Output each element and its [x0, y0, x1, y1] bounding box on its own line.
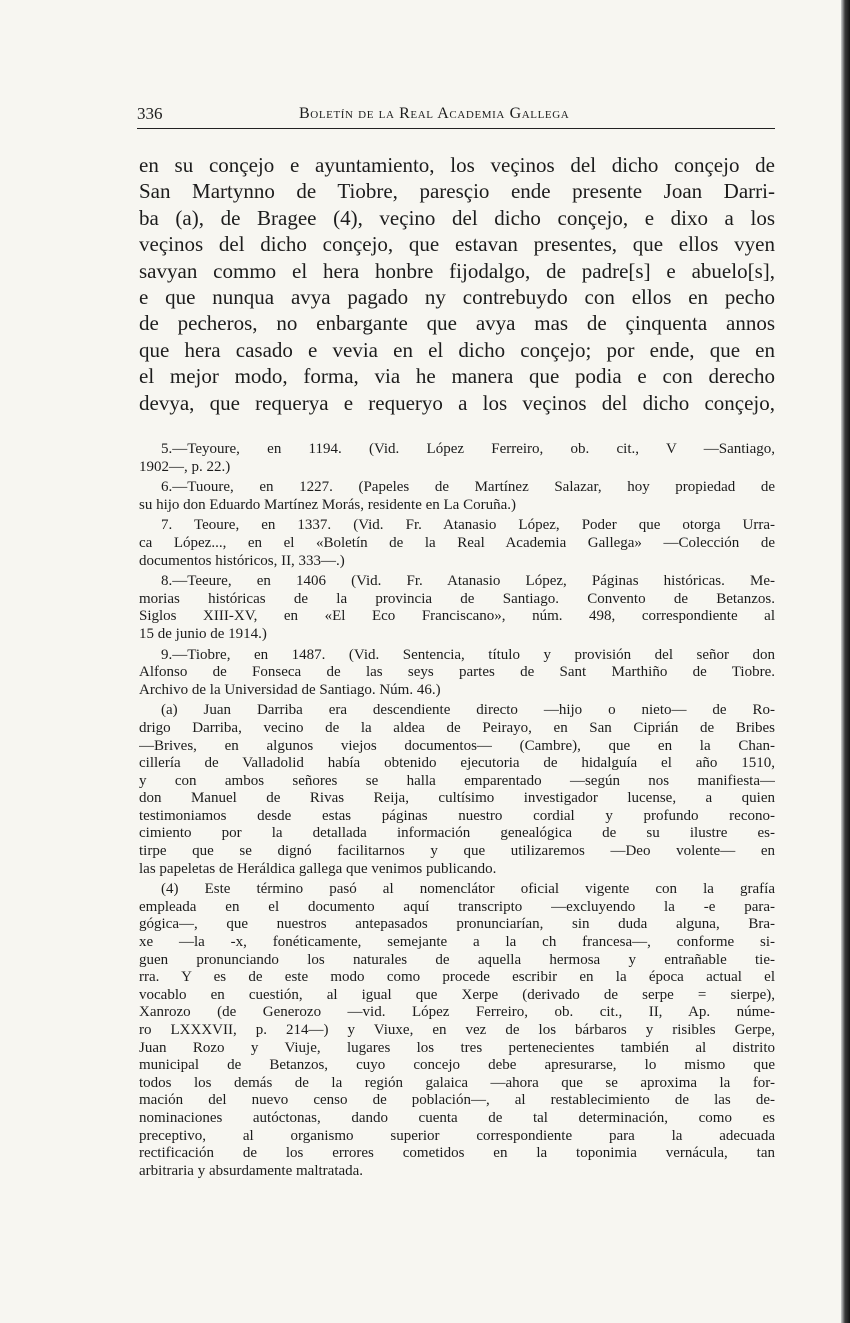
running-header [137, 100, 775, 129]
running-title: Boletín de la Real Academia Gallega [299, 105, 570, 122]
footnote-line: testimoniamos desde estas páginas nuestro cordial y profundo recono- [139, 807, 775, 824]
footnote-line: don Manuel de Rivas Reija, cultísimo investigador lucense, a quien [139, 790, 775, 807]
footnote-line: Archivo de la Universidad de Santiago. Núm. 46.) [139, 681, 441, 698]
footnote [139, 517, 775, 570]
body-line: savyan commo el hera honbre fijodalgo, de padre[s] e abuelo[s], [139, 258, 775, 283]
body-line: devya, que requerya e requeryo a los veçinos del dicho conçejo, [139, 390, 775, 415]
footnote-line: 6.—Tuoure, en 1227. (Papeles de Martínez Salazar, hoy propiedad de [161, 479, 775, 496]
footnote-line: rectificación de los errores cometidos en la toponimia vernácula, tan [139, 1145, 775, 1162]
page-edge-shadow [841, 0, 850, 1323]
footnote-line: drigo Darriba, vecino de la aldea de Peirayo, en San Ciprián de Bribes [139, 719, 775, 736]
footnote-line: mación del nuevo censo de población—, al restablecimiento de las de- [139, 1092, 775, 1109]
footnote-line: rra. Y es de este modo como procede escribir en la época actual el [139, 969, 775, 986]
footnote-line: arbitraria y absurdamente maltratada. [139, 1162, 364, 1179]
body-line: que hera casado e vevia en el dicho conçejo; por ende, que en [139, 337, 775, 362]
footnote-line: ca López..., en el «Boletín de la Real Academia Gallega» —Colección de [139, 534, 775, 551]
footnote-line: (a) Juan Darriba era descendiente directo —hijo o nieto— de Ro- [161, 702, 775, 719]
footnote-line: 15 de junio de 1914.) [139, 625, 267, 642]
body-line: en su conçejo e ayuntamiento, los veçinos del dicho conçejo de [139, 153, 775, 177]
footnote-line: 8.—Teeure, en 1406 (Vid. Fr. Atanasio López, Páginas históricas. Me- [161, 573, 775, 590]
footnote-line: las papeletas de Heráldica gallega que venimos publicando. [139, 860, 497, 877]
footnote [139, 573, 775, 643]
page-number: 336 [137, 104, 163, 123]
footnote-line: todos los demás de la región galaica —ahora que se aproxima la for- [139, 1074, 775, 1091]
footnote [139, 647, 775, 700]
footnote-line: 9.—Tiobre, en 1487. (Vid. Sentencia, título y provisión del señor don [161, 646, 775, 663]
footnote-line: preceptivo, al organismo superior correspondiente para la adecuada [139, 1127, 775, 1144]
footnote-line: cimiento por la detallada información genealógica de su ilustre es- [139, 825, 775, 842]
footnote-line: 7. Teoure, en 1337. (Vid. Fr. Atanasio López, Poder que otorga Urra- [161, 517, 775, 534]
footnote-line: Juan Rozo y Viuje, lugares los tres pertenecientes también al distrito [139, 1039, 775, 1056]
footnote-line: xe —la -x, fonéticamente, semejante a la ch francesa—, conforme si- [139, 934, 775, 951]
footnote-line: Xanrozo (de Generozo —vid. López Ferreiro, ob. cit., II, Ap. núme- [139, 1004, 775, 1021]
footnote-line: Siglos XIII-XV, en «El Eco Franciscano», núm. 498, correspondiente al [139, 608, 775, 625]
footnote-line: tirpe que se dignó facilitarnos y que utilizaremos —Deo volente— en [139, 843, 775, 860]
footnote-line: y con ambos señores se halla emparentado —según nos manifiesta— [139, 772, 775, 789]
footnote-line: cillería de Valladolid había obtenido ejecutoria de hidalguía el año 1510, [139, 755, 775, 772]
footnote [139, 702, 775, 878]
footnote [139, 479, 775, 514]
footnote-line: morias históricas de la provincia de Santiago. Convento de Betanzos. [139, 590, 775, 607]
footnote-line: (4) Este término pasó al nomenclátor oficial vigente con la grafía [161, 881, 775, 898]
footnotes [139, 441, 775, 1183]
body-line: de pecheros, no enbargante que avya mas de çinquenta annos [139, 311, 775, 336]
footnote-line: nominaciones autóctonas, dando cuenta de tal determinación, como es [139, 1109, 775, 1126]
body-line: el mejor modo, forma, via he manera que podia e con derecho [139, 364, 775, 389]
footnote-line: Alfonso de Fonseca de las seys partes de Sant Marthiño de Tiobre. [139, 664, 775, 681]
footnote-line: 5.—Teyoure, en 1194. (Vid. López Ferreiro, ob. cit., V —Santiago, [161, 441, 775, 457]
footnote-line: documentos históricos, II, 333—.) [139, 552, 345, 569]
footnote-line: —Brives, en algunos viejos documentos— (Cambre), que en la Chan- [139, 737, 775, 754]
body-line: e que nunqua avya pagado ny contrebuydo con ellos en pecho [139, 284, 775, 309]
footnote-line: su hijo don Eduardo Martínez Morás, residente en La Coruña.) [139, 496, 516, 513]
footnote-line: municipal de Betanzos, cuyo concejo debe apresurarse, lo mismo que [139, 1057, 775, 1074]
footnote [139, 881, 775, 1180]
footnote-line: gógica—, que nuestros antepasados pronunciarían, sin duda alguna, Bra- [139, 916, 775, 933]
footnote [139, 441, 775, 476]
footnote-line: ro LXXXVII, p. 214—) y Viuxe, en vez de los bárbaros y risibles Gerpe, [139, 1022, 775, 1038]
main-text [139, 152, 775, 416]
footnote-line: vocablo en cuestión, al igual que Xerpe (derivado de serpe = sierpe), [139, 986, 775, 1003]
body-line: veçinos del dicho conçejo, que estavan presentes, que ellos vyen [139, 232, 775, 257]
footnote-line: 1902—, p. 22.) [139, 458, 231, 475]
footnote-line: guen pronunciando los naturales de aquella hermosa y entrañable tie- [139, 951, 775, 968]
body-line: ba (a), de Bragee (4), veçino del dicho conçejo, e dixo a los [139, 205, 775, 230]
body-line: San Martynno de Tiobre, paresçio ende presente Joan Darri- [139, 179, 775, 204]
footnote-line: empleada en el documento aquí transcripto —excluyendo la -e para- [139, 898, 775, 915]
